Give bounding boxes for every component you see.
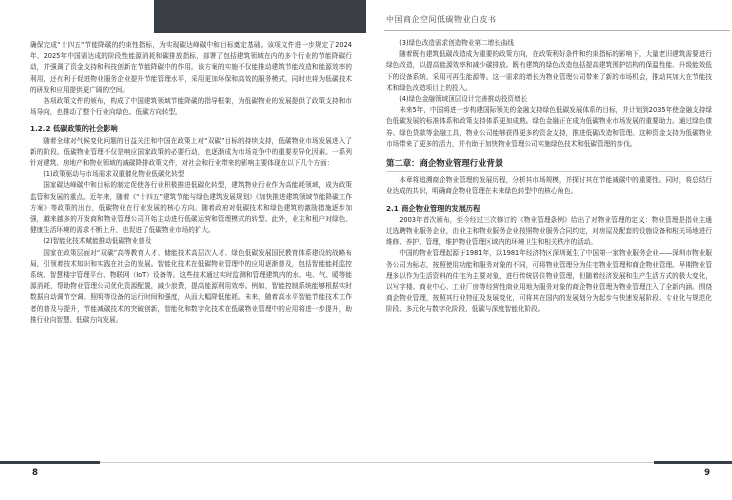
paragraph: 各项政策文件的颁布，构成了中国建筑领域节能降碳的指导框架，为低碳物业的发展提供了政策支持和市场导向，也推动了整个行业向绿色、低碳方向转型。 xyxy=(30,97,352,117)
footer-rule xyxy=(100,462,366,463)
right-page-body xyxy=(386,38,712,316)
paragraph: 本章将追溯商企物业管理的发展历程，分析其市场规模，并探讨其在节能减碳中的重要性。同时，将总结行业达成的共识，明确商企物业管理在未来绿色转型中的核心角色。 xyxy=(386,176,712,196)
running-header: 中国商企空间低碳物业白皮书 xyxy=(386,15,497,24)
right-page xyxy=(366,0,732,500)
left-page-body xyxy=(30,40,352,326)
footer-accent-bar xyxy=(0,461,100,464)
section-heading: 2.1 商企物业管理的发展历程 xyxy=(386,203,481,213)
section-heading: 1.2.2 低碳政策的社会影响 xyxy=(30,124,118,134)
page-number: 8 xyxy=(32,468,38,478)
chapter-heading: 第二章：商企物业管理行业背景 xyxy=(386,158,504,169)
header-dark-bar xyxy=(154,0,366,33)
footer-accent-bar xyxy=(654,461,732,464)
paragraph: 国家碳达峰碳中和目标的制定促使各行业积极推进低碳化转型，建筑物业行业作为高能耗领域，成为政策监管和发展的重点。近年来，随着《“十四五”建筑节能与绿色建筑发展规划》《加快推进建筑领域节能降碳工作方案》等政策的出台，低碳物业在行业发展的核心方向。随着政府对低碳技术和绿色建筑的激励措施逐步加强，越来越多的开发商和物业管理公司开始主动进行低碳运营和管理模式的转型。此外，业主和租户对绿色、健康生活环境的需求不断上升，也促进了低碳物业市场的扩大。 xyxy=(30,181,352,235)
paragraph: 中国的物业管理起源于1981年，以1981年经济特区深圳诞生了中国第一家物业服务企业——深圳市物业服务公司为标志，按照使用功能和服务对象的不同，可将物业管理分为住宅物业管理和商企物业管理。早期物业管理多以作为生活资料的住宅为主要对象，进行传统居住物业管理，但随着经济发展和生产生活方式的极大变化，以写字楼、商业中心、工业厂房等经营性商业用地为服务对象的商企物业管理为物业管理注入了全新内涵。围绕商企物业管理，按照其行业特征及发展变化，可将其在国内的发展划分为起步与快速发展阶段、专业化与规范化阶段、多元化与数字化阶段、低碳与深度智能化阶段。 xyxy=(386,249,712,314)
paragraph: 随着全球对气候变化问题的日益关注和中国在政策上对“双碳”目标的持续支持，低碳物业市场发展进入了新的阶段。低碳物业管理不仅是响应国家政策的必要行动，也逐渐成为市场竞争中的重要差异化因素。一系列针对建筑、房地产和物业领域的减碳降排政策文件，对社会和行业带来的影响主要体现在以下几个方面： xyxy=(30,136,352,168)
list-item-heading: (2)智能化技术赋能推动低碳物业普及 xyxy=(43,237,152,246)
footer-rule xyxy=(366,462,654,463)
page-number: 9 xyxy=(704,468,710,478)
paragraph: 国家在政策层面对“双碳”高等教育人才、储能技术高层次人才、绿色低碳发展国民教育体系建设的战略布局，引领着技术知识和实践在社会的发展。智能化技术在低碳物业管理中的应用逐渐普及，包括智能能耗监控系统、智慧楼宇管理平台、物联网（IoT）设备等。这些技术通过实时监测和管理建筑内的水、电、气、暖等能源消耗，帮助物业管理公司优化资源配置，减少浪费，提高能源利用效率。例如，智能控制系统能够根据实时数据自动调节空调、照明等设备的运行时间和强度，从而大幅降低能耗。未来，随着高水平智能节能技术工作者的普及与提升，节能减碳技术的突破创新，智能化和数字化技术在低碳物业管理中的应用将进一步提升，助推行业向智慧、低碳方向发展。 xyxy=(30,248,352,324)
paragraph: 确保完成“十四五”节能降碳的约束性指标，为实现碳达峰碳中和目标奠定基础。该项文件进一步规定了2024年、2025年中国需达成的阶段性能源消耗和碳排放指标，部署了包括建筑领域在内的多个行业的节能降碳行动，并强调了资金支持和科技创新在节能降碳中的作用。该方案的实施不仅能推动建筑节能改造和能源效率的利用，还有利于促进物业服务企业提升节能管理水平，采用更加环保和高效的服务模式，同时也将为低碳技术的研发和应用提供更广阔的空间。 xyxy=(30,41,352,94)
paragraph: 随着既有建筑低碳改造成为重要的政策方向，在政策利好条件和约束指标的影响下，大量老旧建筑需要进行绿色改造，以提高能源效率和减少碳排放。既有建筑的绿色改造包括提高建筑围护结构的保温性能、升级能效低下的设备系统、采用可再生能源等。这一需求的增长为物业管理公司带来了新的市场机会，推动其加大在节能技术和绿色改造项目上的投入。 xyxy=(386,50,712,92)
list-item-heading: (3)绿色改造需求创造物业第二增长曲线 xyxy=(399,39,515,47)
list-item-heading: (4)绿色金融领域顶层设计完善推动投资增长 xyxy=(399,95,528,104)
chapter-rule xyxy=(386,171,712,172)
paragraph: 未来5年，中国将进一步构建国际领先的金融支持绿色低碳发展体系的目标，并计划到2035年使金融支持绿色低碳发展的标准体系和政策支持体系更加成熟。绿色金融正在成为低碳物业市场发展的重要助力。通过绿色债券、绿色贷款等金融工具，物业公司能够获得更多的资金支持，推进低碳改造和管理。这种资金支持为低碳物业市场带来了更多的活力，并有助于加快物业管理公司实施绿色技术和低碳管理的步伐。 xyxy=(386,106,712,148)
header-rule xyxy=(384,30,730,31)
list-item-heading: (1)政策驱动与市场需求双重催化物业低碳化转型 xyxy=(43,170,185,179)
paragraph: 2003年首次颁布，至今经过三次修订的《物业管理条例》给出了对物业管理的定义：物业管理是指业主通过选聘物业服务企业，由业主和物业服务企业按照物业服务合同约定，对房屋及配套的设施设备和相关场地进行维修、养护、管理，维护物业管理区域内的环境卫生和相关秩序的活动。 xyxy=(386,215,712,247)
